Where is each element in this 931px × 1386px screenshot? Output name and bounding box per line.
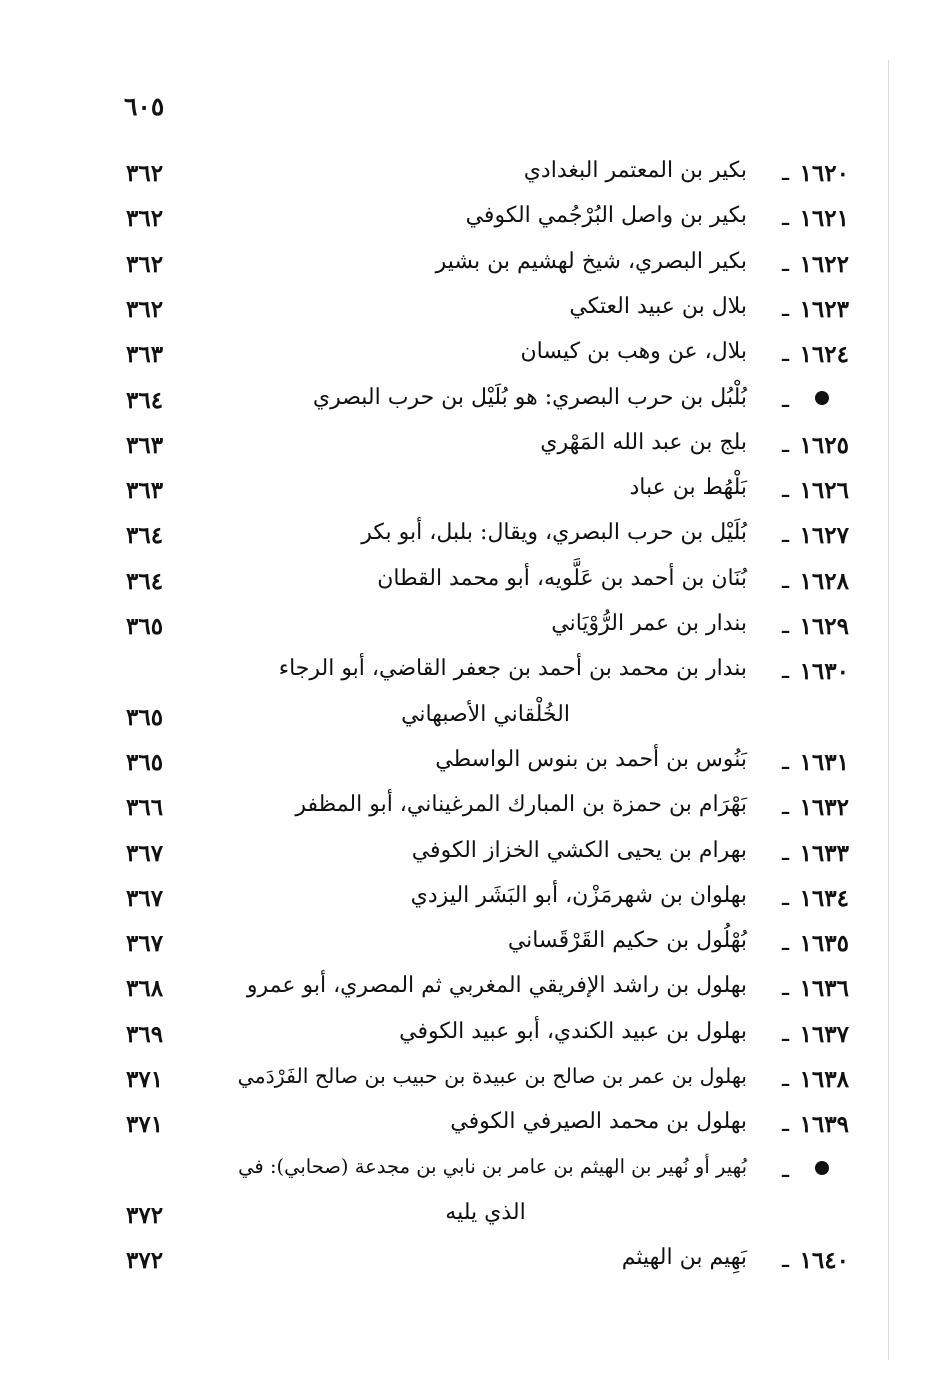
entry-page-ref: ٣٦٣ <box>126 477 164 505</box>
index-entry <box>0 924 931 964</box>
entry-name: بَهِيم بن الهيثم <box>621 1245 747 1271</box>
index-entry <box>0 426 931 466</box>
bullet-icon <box>815 391 829 405</box>
entry-name: بُلْبُل بن حرب البصري: هو بُلَيْل بن حرب البصري <box>312 384 747 410</box>
entry-number: ١٦٣٣ <box>799 839 849 867</box>
entry-dash: ـ <box>781 384 789 413</box>
entry-page-ref: ٣٦٦ <box>126 794 164 822</box>
entry-number: ١٦٢٠ <box>799 160 849 187</box>
entry-number: ١٦٣٨ <box>799 1066 849 1093</box>
entry-number: ١٦٣٧ <box>799 1020 849 1048</box>
entry-dash: ـ <box>781 339 789 368</box>
entry-number: ١٦٣٦ <box>799 975 849 1003</box>
entry-dash: ـ <box>781 1245 789 1274</box>
entry-dash: ـ <box>781 158 789 186</box>
index-entry <box>0 1241 931 1281</box>
entry-dash: ـ <box>781 1109 789 1138</box>
entry-name: بَهْرَام بن حمزة بن المبارك المرغيناني، أبو المظفر <box>295 792 747 818</box>
entry-number: ١٦٢٤ <box>799 341 849 369</box>
entry-name: بهلول بن عمر بن صالح بن عبيدة بن حبيب بن صالح الفَرْدَمي <box>237 1064 747 1088</box>
entry-dash: ـ <box>781 1154 789 1183</box>
index-entry <box>0 245 931 285</box>
entry-page-ref: ٣٦٣ <box>126 431 164 459</box>
index-entry <box>0 471 931 511</box>
entry-dash: ـ <box>781 293 789 322</box>
index-entry <box>0 335 931 375</box>
index-entry <box>0 1015 931 1055</box>
entry-page-ref: ٣٦٢ <box>126 205 164 233</box>
entry-page-ref: ٣٦٥ <box>126 703 164 731</box>
index-entry <box>0 154 931 194</box>
entry-page-ref: ٣٧٢ <box>126 1201 164 1229</box>
entry-name: بلال، عن وهب بن كيسان <box>520 339 747 365</box>
entry-dash: ـ <box>781 1064 789 1092</box>
entry-page-ref: ٣٧١ <box>126 1066 164 1093</box>
entry-number: ١٦٢٨ <box>799 567 849 595</box>
index-entry <box>0 516 931 556</box>
entry-page-ref: ٣٦٧ <box>126 884 164 912</box>
entry-dash: ـ <box>781 656 789 685</box>
entry-name: بهرام بن يحيى الكشي الخزاز الكوفي <box>411 837 747 863</box>
entry-number: ١٦٣٢ <box>799 794 849 822</box>
entry-page-ref: ٣٦٧ <box>126 930 164 958</box>
entry-number: ١٦٢٩ <box>799 613 849 640</box>
entry-name: بُلَيْل بن حرب البصري، ويقال: بلبل، أبو بكر <box>361 520 747 546</box>
entry-name: بهلول بن راشد الإفريقي المغربي ثم المصري، أبو عمرو <box>246 973 747 999</box>
entry-page-ref: ٣٦٧ <box>126 839 164 867</box>
entry-page-ref: ٣٦٤ <box>126 567 164 595</box>
entry-dash: ـ <box>781 746 789 775</box>
entry-number: ١٦٣٥ <box>799 930 849 958</box>
entry-continuation-text: الخُلْقاني الأصبهاني <box>401 701 570 727</box>
entry-name: بُنَان بن أحمد بن عَلَّويه، أبو محمد القطان <box>377 565 747 591</box>
entry-name: بُهير أو نُهير بن الهيثم بن عامر بن نابي بن مجدعة (صحابي): في <box>238 1154 747 1178</box>
entry-name: بهلوان بن شهرمَزْن، أبو البَشَر اليزدي <box>410 882 747 908</box>
entry-continuation-text: الذي يليه <box>445 1199 526 1225</box>
index-entry <box>0 607 931 647</box>
entry-page-ref: ٣٧١ <box>126 1111 164 1139</box>
index-entry <box>0 743 931 783</box>
entry-name: بَلْهُط بن عباد <box>629 475 747 501</box>
index-entry <box>0 969 931 1009</box>
entry-page-ref: ٣٦٥ <box>126 613 164 640</box>
bullet-icon <box>815 1161 829 1175</box>
index-entry <box>0 381 931 421</box>
index-entry <box>0 834 931 874</box>
entry-name: بهلول بن محمد الصيرفي الكوفي <box>450 1109 747 1135</box>
entry-number: ١٦٣٩ <box>799 1111 849 1139</box>
entry-number: ١٦٣٤ <box>799 884 849 912</box>
index-entry <box>0 562 931 602</box>
entry-dash: ـ <box>781 203 789 232</box>
entry-page-ref: ٣٦٨ <box>126 975 164 1003</box>
entry-dash: ـ <box>781 837 789 866</box>
entry-page-ref: ٣٦٤ <box>126 522 164 550</box>
entry-dash: ـ <box>781 792 789 821</box>
index-entry <box>0 290 931 330</box>
entry-page-ref: ٣٦٢ <box>126 295 164 323</box>
entry-dash: ـ <box>781 1018 789 1047</box>
entry-name: بُهْلُول بن حكيم القَرْقَساني <box>507 928 747 954</box>
entry-page-ref: ٣٦٣ <box>126 341 164 369</box>
entry-page-ref: ٣٦٢ <box>126 250 164 278</box>
entry-dash: ـ <box>781 973 789 1002</box>
entry-page-ref: ٣٦٩ <box>126 1020 164 1048</box>
entry-number: ١٦٢٣ <box>799 295 849 323</box>
entry-dash: ـ <box>781 611 789 639</box>
entry-name: بكير البصري، شيخ لهشيم بن بشير <box>435 248 747 274</box>
entry-dash: ـ <box>781 928 789 957</box>
entry-page-ref: ٣٦٢ <box>126 160 164 187</box>
index-entry <box>0 1060 931 1100</box>
entry-number: ١٦٢٦ <box>799 477 849 505</box>
entry-dash: ـ <box>781 520 789 549</box>
entry-dash: ـ <box>781 248 789 277</box>
index-entry <box>0 1105 931 1145</box>
entry-number: ١٦٣٠ <box>799 658 849 686</box>
entry-dash: ـ <box>781 429 789 458</box>
entry-name: بلج بن عبد الله المَهْري <box>540 429 747 455</box>
entry-name: بندار بن محمد بن أحمد بن جعفر القاضي، أبو الرجاء <box>278 656 747 682</box>
index-entry-continuation <box>0 1196 931 1236</box>
entry-name: بكير بن واصل البُرْجُمي الكوفي <box>465 203 747 229</box>
entry-page-ref: ٣٧٢ <box>126 1247 164 1275</box>
index-entry-continuation <box>0 698 931 738</box>
entry-name: بهلول بن عبيد الكندي، أبو عبيد الكوفي <box>399 1018 747 1044</box>
entry-name: بَنُوس بن أحمد بن بنوس الواسطي <box>435 746 747 772</box>
index-entry <box>0 788 931 828</box>
entry-number: ١٦٢٧ <box>799 522 849 550</box>
entry-name: بلال بن عبيد العتكي <box>569 293 747 319</box>
entry-number: ١٦٢٢ <box>799 250 849 278</box>
entry-dash: ـ <box>781 882 789 911</box>
entry-number: ١٦٤٠ <box>799 1247 849 1275</box>
index-entry <box>0 1151 931 1191</box>
entry-dash: ـ <box>781 565 789 594</box>
entry-number: ١٦٣١ <box>799 748 849 776</box>
index-entry <box>0 652 931 692</box>
index-entry <box>0 199 931 239</box>
entry-dash: ـ <box>781 475 789 504</box>
index-entry <box>0 879 931 919</box>
entry-number: ١٦٢٥ <box>799 431 849 459</box>
entry-name: بندار بن عمر الرُّوْيَاني <box>551 611 747 636</box>
entry-page-ref: ٣٦٥ <box>126 748 164 776</box>
entry-page-ref: ٣٦٤ <box>126 386 164 414</box>
entry-number: ١٦٢١ <box>799 205 849 233</box>
page-number: ٦٠٥ <box>124 92 165 121</box>
entry-name: بكير بن المعتمر البغدادي <box>523 158 747 183</box>
